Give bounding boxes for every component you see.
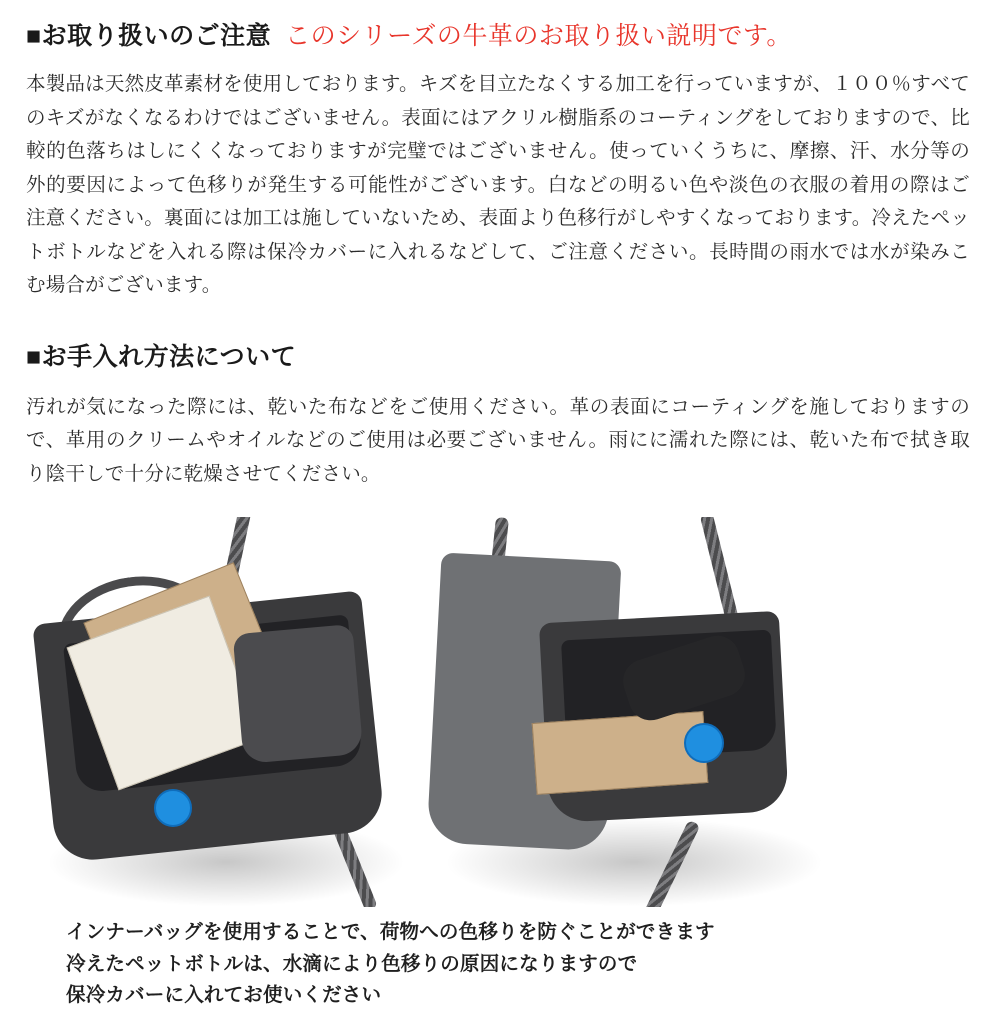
care-notice-heading-row [26,0,974,52]
photo-gray-bag [424,517,844,907]
red-series-note: このシリーズの牛革のお取り扱い説明です。 [285,22,792,50]
caption-line-3: 保冷カバーに入れてお使いください [66,984,382,1007]
photo-black-bag [26,517,426,907]
section-heading-care-notice: ■お取り扱いのご注意 [26,22,272,50]
section-heading-maintenance: ■お手入れ方法について [26,342,297,371]
photo-caption [66,917,974,1012]
caption-line-1: インナーバッグを使用することで、荷物への色移りを防ぐことができます [66,921,715,944]
caption-line-2: 冷えたペットボトルは、水滴により色移りの原因になりますので [66,952,638,975]
right-bag-notebook [532,711,709,795]
care-notice-body: 本製品は天然皮革素材を使用しております。キズを目立たなくする加工を行っていますが、１００％すべてのキズがなくなるわけではございません。表面にはアクリル樹脂系のコーティングをしておりますので、比較的色落ちはしにくくなっておりますが完璧ではございません。使っていくうちに、摩擦、汗、水分等の外的要因によって色移りが発生する可能性がございます。白などの明るい色や淡色の衣服の着用の際はご注意ください。裏面には加工は施していないため、表面より色移行がしやすくなっております。冷えたペットボトルなどを入れる際は保冷カバーに入れるなどして、ご注意ください。長時間の雨水では水が染みこむ場合がございます。 [26,73,970,297]
photo-area [26,517,974,907]
left-bag-inner-pouch [233,624,364,764]
maintenance-body: 汚れが気になった際には、乾いた布などをご使用ください。革の表面にコーティングを施しておりますので、革用のクリームやオイルなどのご使用は必要ございません。雨にに濡れた際には、乾いた布で拭き取り陰干しで十分に乾燥させてください。 [26,395,970,485]
